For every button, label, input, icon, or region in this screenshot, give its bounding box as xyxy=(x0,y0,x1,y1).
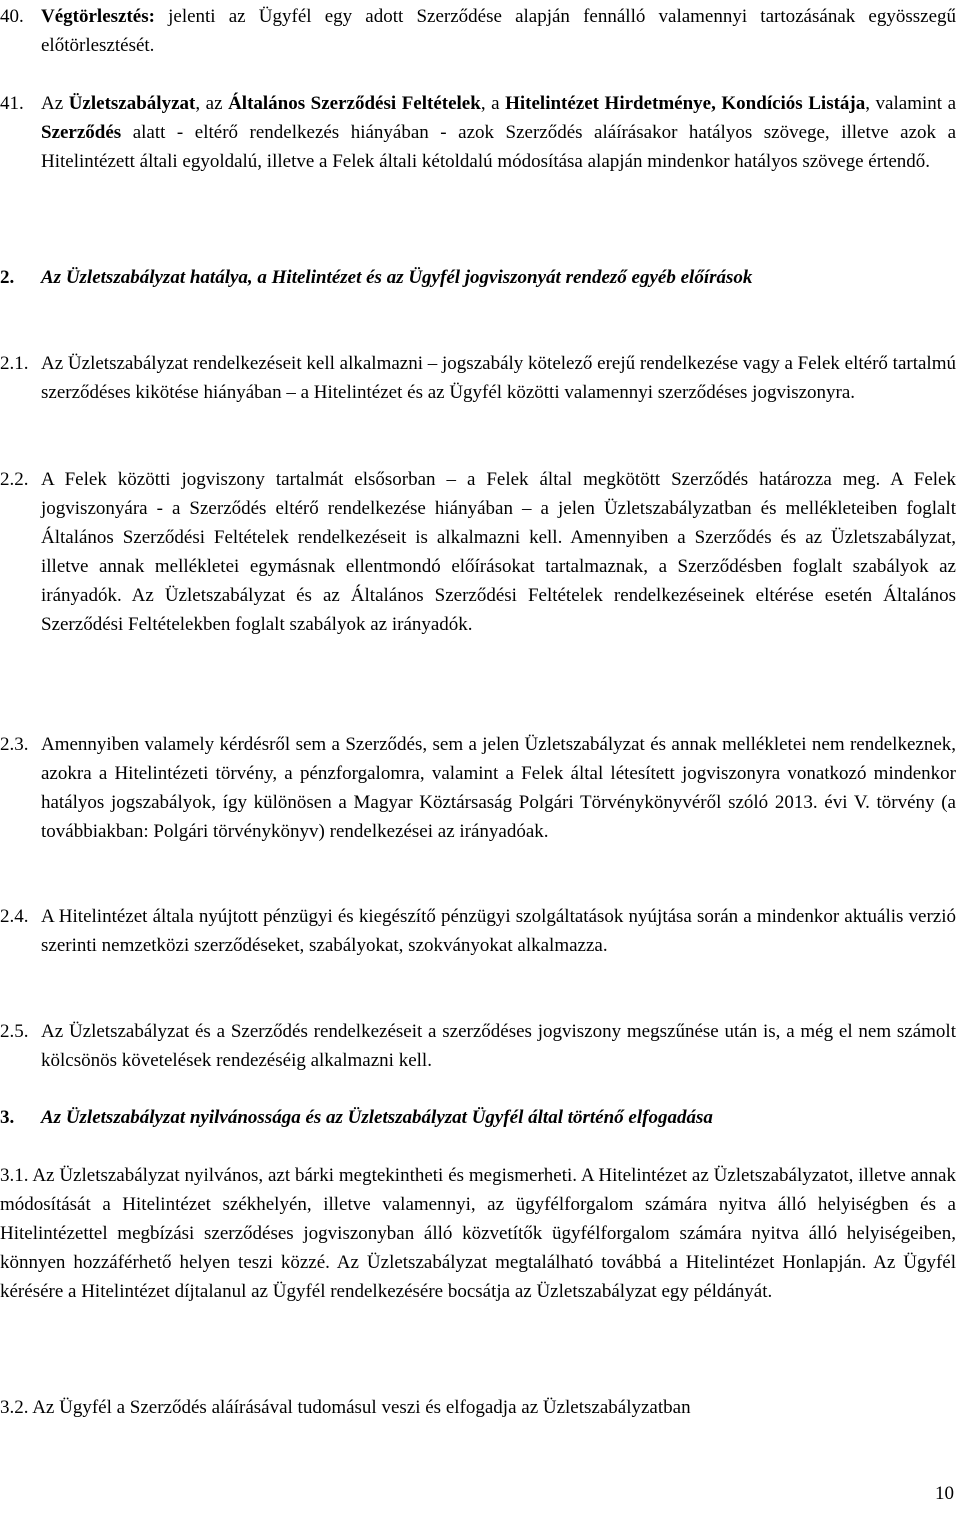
clause-2-1 xyxy=(0,349,956,407)
defined-term: Általános Szerződési Feltételek xyxy=(228,93,481,114)
clause-number: 2.4. xyxy=(0,906,29,927)
clause-2-2 xyxy=(0,465,956,639)
defined-term: Hitelintézet Hirdetménye, Kondíciós Listája xyxy=(505,93,866,114)
clause-text: Az Üzletszabályzat rendelkezéseit kell alkalmazni – jogszabály kötelező erejű rendelkezése vagy a Felek eltérő tartalmú szerződéses kikötése hiányában – a Hitelintézet és az Ügyfél közötti valamennyi szerződéses jogviszonyra. xyxy=(41,353,956,403)
clause-2-4 xyxy=(0,902,956,960)
definition-text: jelenti az Ügyfél egy adott Szerződése alapján fennálló valamennyi tartozásának egyösszegű előtörlesztését. xyxy=(41,6,957,56)
item-number: 41. xyxy=(0,93,24,114)
clause-2-3 xyxy=(0,730,956,846)
section-number: 2. xyxy=(0,267,15,288)
definition-40 xyxy=(0,2,956,60)
clause-3-2: 3.2. Az Ügyfél a Szerződés aláírásával tudomásul veszi és elfogadja az Üzletszabályzatban xyxy=(0,1397,691,1418)
item-text xyxy=(41,89,956,176)
clause-number: 2.2. xyxy=(0,469,29,490)
clause-3-1: 3.1. Az Üzletszabályzat nyilvános, azt bárki megtekintheti és megismerheti. A Hitelintézet az Üzletszabályzatot, illetve annak módosítását a Hitelintézet székhelyén, illetve valamennyi, az ügyfélforgalom számára nyitva álló helyiségben és a Hitelintézettel megbízási szerződéses jogviszonyban álló közvetítők ügyfélforgalom számára nyitva álló helyiségeiben, könnyen hozzáférhető helyen teszi közzé. Az Üzletszabályzat megtalálható továbbá a Hitelintézet Honlapján. Az Ügyfél kérésére a Hitelintézet díjtalanul az Ügyfél rendelkezésére bocsátja az Üzletszabályzat egy példányát. xyxy=(0,1165,956,1302)
clause-text: A Felek közötti jogviszony tartalmát elsősorban – a Felek által megkötött Szerződés határozza meg. A Felek jogviszonyára - a Szerződés eltérő rendelkezése hiányában – a jelen Üzletszabályzatban és mellékleteiben foglalt Általános Szerződési Feltételek rendelkezéseit is alkalmazni kell. Amennyiben a Szerződés és az Üzletszabályzat, illetve annak mellékletei egymásnak ellentmondó előírásokat tartalmaznak, a Szerződésben foglalt szabályok az irányadók. Az Üzletszabályzat és az Általános Szerződési Feltételek rendelkezéseinek eltérése esetén Általános Szerződési Feltételekben foglalt szabályok az irányadók. xyxy=(41,469,956,635)
clause-number: 2.5. xyxy=(0,1021,29,1042)
item-text xyxy=(41,2,956,60)
section-2-heading xyxy=(0,263,956,292)
text-run: , valamint a xyxy=(865,93,957,114)
clause-number: 2.3. xyxy=(0,734,29,755)
text-run: alatt - eltérő rendelkezés hiányában - azok Szerződés aláírásakor hatályos szövege, illetve azok a Hitelintézett általi egyoldalú, illetve a Felek általi kétoldalú módosítása alapján mindenkor hatályos szövege értendő. xyxy=(41,122,956,172)
definition-41 xyxy=(0,89,956,176)
section-number: 3. xyxy=(0,1107,15,1128)
text-run: , az xyxy=(195,93,223,114)
text-run: , a xyxy=(480,93,500,114)
section-title: Az Üzletszabályzat nyilvánossága és az Üzletszabályzat Ügyfél által történő elfogadása xyxy=(41,1107,713,1128)
text-run: Az xyxy=(41,93,64,114)
clause-2-5 xyxy=(0,1017,956,1075)
clause-text: Amennyiben valamely kérdésről sem a Szerződés, sem a jelen Üzletszabályzat és annak mellékletei nem rendelkeznek, azokra a Hitelintézeti törvény, a pénzforgalomra, valamint a Felek által létesített jogviszonyra vonatkozó mindenkor hatályos jogszabályok, így különösen a Magyar Köztársaság Polgári Törvénykönyvéről szóló 2013. évi V. törvény (a továbbiakban: Polgári törvénykönyv) rendelkezései az irányadóak. xyxy=(41,734,956,842)
clause-number: 2.1. xyxy=(0,353,29,374)
clause-text: A Hitelintézet általa nyújtott pénzügyi és kiegészítő pénzügyi szolgáltatások nyújtása során a mindenkor aktuális verzió szerinti nemzetközi szerződéseket, szabályokat, szokványokat alkalmazza. xyxy=(41,906,956,956)
defined-term: Üzletszabályzat xyxy=(68,93,196,114)
clause-text: Az Üzletszabályzat és a Szerződés rendelkezéseit a szerződéses jogviszony megszűnése után is, a még el nem számolt kölcsönös követelések rendezéséig alkalmazni kell. xyxy=(41,1021,956,1071)
item-number: 40. xyxy=(0,6,24,27)
defined-term: Szerződés xyxy=(41,122,122,143)
defined-term: Végtörlesztés: xyxy=(41,6,155,27)
section-3-heading xyxy=(0,1103,956,1132)
section-title: Az Üzletszabályzat hatálya, a Hitelintézet és az Ügyfél jogviszonyát rendező egyéb előírások xyxy=(41,267,753,288)
page-number: 10 xyxy=(935,1483,954,1504)
